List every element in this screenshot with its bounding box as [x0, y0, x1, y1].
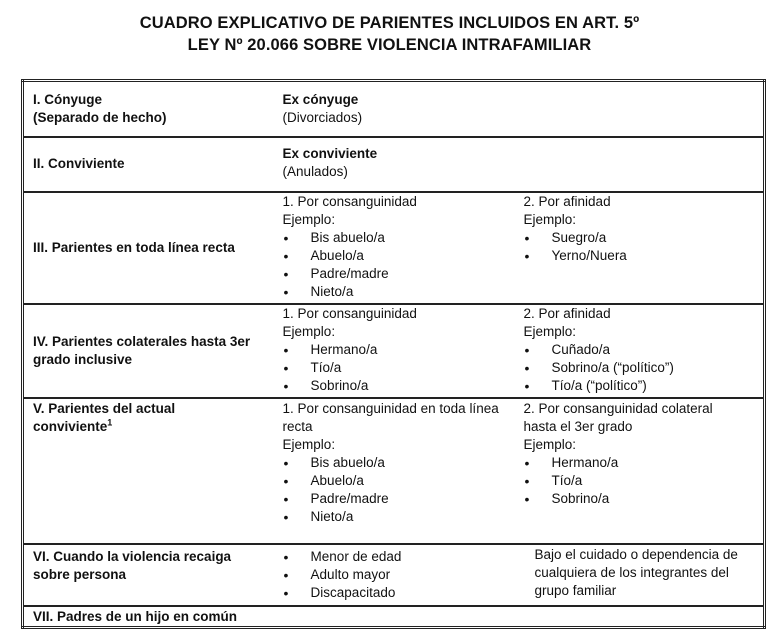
row-label-parientes-conviviente: [23, 398, 283, 544]
document-title-line-1: CUADRO EXPLICATIVO DE PARIENTES INCLUIDOS EN ART. 5º: [139, 14, 640, 32]
list-item: • Cuñado/a: [524, 341, 763, 359]
cell-example-label: Ejemplo:: [523, 323, 577, 339]
list-item: • Yerno/Nuera: [524, 247, 763, 265]
list-item: • Tío/a: [283, 359, 524, 377]
cell-example-label: Ejemplo:: [282, 436, 336, 452]
bullet-list: [283, 341, 524, 395]
row-cell-afinidad: [524, 304, 765, 398]
footnote-marker: 1: [107, 417, 113, 427]
row-cell-dependencia: [524, 544, 765, 606]
list-item: • Tío/a (“político”): [524, 377, 763, 395]
row-cell-afinidad: [524, 192, 765, 304]
cell-text: Bajo el cuidado o dependencia de cualquiera de los integrantes del grupo familiar: [534, 546, 738, 598]
cell-heading: 1. Por consanguinidad: [282, 305, 417, 321]
cell-title: Ex conviviente: [282, 145, 378, 161]
table-row: [23, 81, 765, 137]
row-label-linea-recta: [23, 192, 283, 304]
bullet-list: [524, 229, 763, 265]
row-label-text: II. Conviviente: [33, 156, 125, 171]
row-cell-ex-conyuge: [283, 81, 765, 137]
list-item: • Adulto mayor: [283, 566, 524, 584]
row-label-text: VII. Padres de un hijo en común: [33, 608, 238, 624]
list-item: • Nieto/a: [283, 508, 524, 526]
row-label-subtext: (Separado de hecho): [33, 110, 167, 125]
list-item: • Padre/madre: [283, 265, 524, 283]
bullet-list: [283, 229, 524, 301]
list-item: • Hermano/a: [524, 454, 763, 472]
row-label-text: III. Parientes en toda línea recta: [33, 239, 235, 255]
list-item: • Sobrino/a: [283, 377, 524, 395]
document-title-line-2: LEY Nº 20.066 SOBRE VIOLENCIA INTRAFAMILIAR: [187, 36, 592, 54]
row-cell-consanguinidad-recta: [283, 398, 524, 544]
row-label-text: I. Cónyuge: [33, 92, 103, 107]
list-item: • Hermano/a: [283, 341, 524, 359]
row-label-conviviente: [23, 137, 283, 192]
bullet-list: [283, 454, 524, 526]
list-item: • Abuelo/a: [283, 472, 524, 490]
list-item: • Bis abuelo/a: [283, 454, 524, 472]
row-cell-consanguinidad: [283, 192, 524, 304]
cell-title: Ex cónyuge: [282, 92, 359, 107]
row-label-span: V. Parientes del actual conviviente: [33, 400, 176, 434]
cell-heading: 2. Por afinidad: [523, 305, 611, 321]
cell-heading: 1. Por consanguinidad: [282, 193, 417, 209]
list-item: • Abuelo/a: [283, 247, 524, 265]
cell-example-label: Ejemplo:: [282, 211, 336, 227]
relatives-table: [21, 79, 766, 629]
row-cell-consanguinidad-colateral: [524, 398, 765, 544]
cell-heading: 1. Por consanguinidad en toda línea recta: [282, 400, 499, 434]
row-label-violencia: [23, 544, 283, 606]
list-item: • Padre/madre: [283, 490, 524, 508]
list-item: • Suegro/a: [524, 229, 763, 247]
table-row: [23, 398, 765, 544]
row-cell-persona-tipo: [283, 544, 524, 606]
list-item: • Discapacitado: [283, 584, 524, 602]
row-cell-consanguinidad: [283, 304, 524, 398]
row-cell-ex-conviviente: [283, 137, 765, 192]
bullet-list: [283, 548, 524, 602]
list-item: • Menor de edad: [283, 548, 524, 566]
cell-example-label: Ejemplo:: [282, 323, 336, 339]
table-row: [23, 137, 765, 192]
row-label-text: [33, 400, 223, 436]
bullet-list: [524, 341, 763, 395]
cell-subtext: (Divorciados): [282, 110, 363, 125]
list-item: • Sobrino/a (“político”): [524, 359, 763, 377]
cell-heading: 2. Por afinidad: [523, 193, 611, 209]
row-label-padres-hijo: [23, 606, 765, 628]
list-item: • Tío/a: [524, 472, 763, 490]
row-label-text: VI. Cuando la violencia recaiga sobre persona: [33, 548, 232, 582]
cell-heading: 2. Por consanguinidad colateral hasta el 3er grado: [523, 400, 713, 434]
row-label-conyuge: [23, 81, 283, 137]
table-row: [23, 606, 765, 628]
row-label-colaterales: [23, 304, 283, 398]
list-item: • Bis abuelo/a: [283, 229, 524, 247]
table-row: [23, 192, 765, 304]
bullet-list: [524, 454, 763, 508]
cell-example-label: Ejemplo:: [523, 211, 577, 227]
row-label-text: IV. Parientes colaterales hasta 3er grado inclusive: [33, 333, 251, 367]
list-item: • Nieto/a: [283, 283, 524, 301]
cell-example-label: Ejemplo:: [523, 436, 577, 452]
list-item: • Sobrino/a: [524, 490, 763, 508]
table-row: [23, 304, 765, 398]
table-row: [23, 544, 765, 606]
cell-subtext: (Anulados): [282, 163, 348, 179]
